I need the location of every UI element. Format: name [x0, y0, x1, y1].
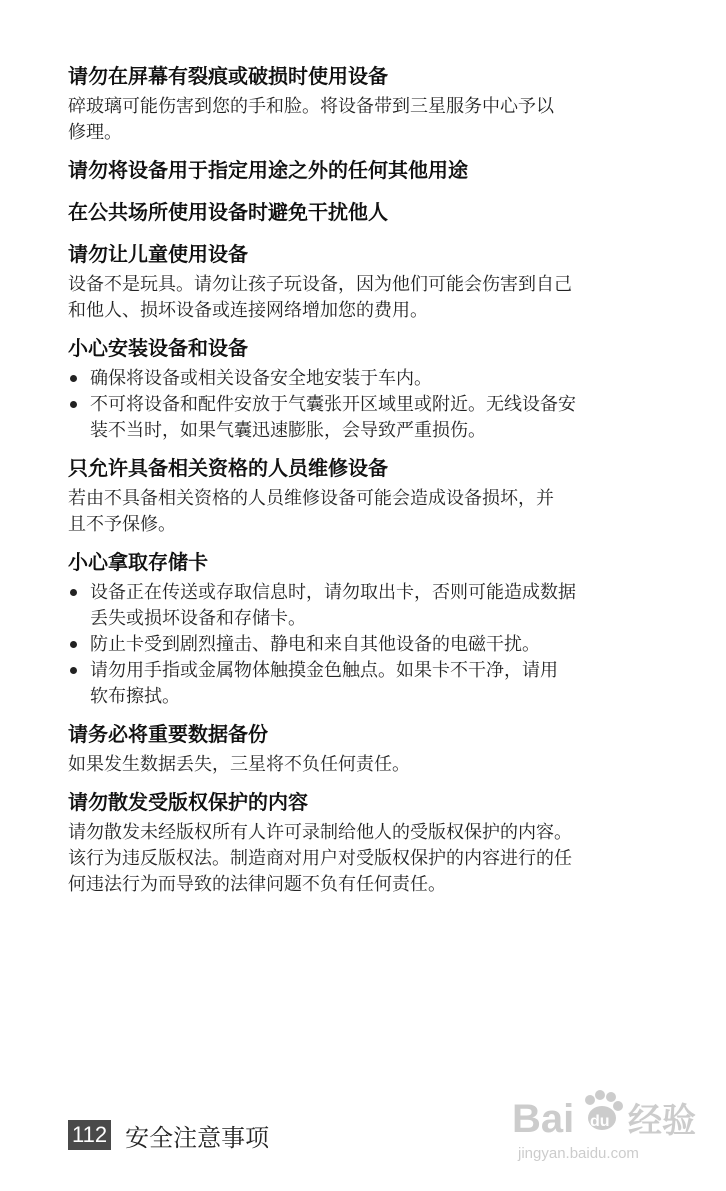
paragraph-line: 若由不具备相关资格的人员维修设备可能会造成设备损坏，并: [68, 488, 554, 509]
section-paragraph: [68, 272, 668, 324]
section-heading: 请勿让儿童使用设备: [68, 242, 248, 266]
section-heading: 请务必将重要数据备份: [68, 722, 268, 746]
watermark-url: jingyan.baidu.com: [518, 1145, 639, 1162]
section: [68, 156, 668, 198]
watermark-brand: Bai: [512, 1097, 575, 1141]
section: [68, 334, 668, 454]
page-footer: [68, 1120, 269, 1150]
paragraph-line: 碎玻璃可能伤害到您的手和脸。将设备带到三星服务中心予以: [68, 96, 554, 117]
section-paragraph: [68, 94, 668, 146]
bullet-line: 软布擦拭。: [90, 686, 180, 707]
bullet-item: [68, 366, 668, 392]
section-heading: 在公共场所使用设备时避免干扰他人: [68, 200, 388, 224]
watermark-paw-text: du: [590, 1113, 610, 1130]
bullet-item: [68, 580, 668, 632]
bullet-list: [68, 366, 668, 444]
section: [68, 62, 668, 156]
bullet-line: 确保将设备或相关设备安全地安装于车内。: [90, 368, 432, 389]
bullet-item: [68, 632, 668, 658]
section: [68, 454, 668, 548]
bullet-list: [68, 580, 668, 710]
paragraph-line: 该行为违反版权法。制造商对用户对受版权保护的内容进行的任: [68, 848, 572, 869]
section-heading: 请勿散发受版权保护的内容: [68, 790, 308, 814]
section-heading: 请勿将设备用于指定用途之外的任何其他用途: [68, 158, 468, 182]
bullet-line: 请勿用手指或金属物体触摸金色触点。如果卡不干净，请用: [90, 660, 558, 681]
bullet-icon: [70, 589, 77, 596]
bullet-line: 装不当时，如果气囊迅速膨胀，会导致严重损伤。: [90, 420, 486, 441]
paragraph-line: 何违法行为而导致的法律问题不负有任何责任。: [68, 874, 446, 895]
paragraph-line: 请勿散发未经版权所有人许可录制给他人的受版权保护的内容。: [68, 822, 572, 843]
footer-title: 安全注意事项: [125, 1123, 270, 1152]
paragraph-line: 如果发生数据丢失，三星将不负任何责任。: [68, 754, 410, 775]
section: [68, 788, 668, 908]
bullet-item: [68, 658, 668, 710]
section: [68, 720, 668, 788]
document-body: [68, 62, 668, 908]
section-paragraph: [68, 752, 668, 778]
watermark-label: 经验: [628, 1101, 696, 1141]
section-paragraph: [68, 486, 668, 538]
paragraph-line: 且不予保修。: [68, 514, 176, 535]
section-heading: 小心安装设备和设备: [68, 336, 248, 360]
paragraph-line: 和他人、损坏设备或连接网络增加您的费用。: [68, 300, 428, 321]
page-number: 112: [68, 1120, 111, 1150]
section-heading: 只允许具备相关资格的人员维修设备: [68, 456, 388, 480]
section: [68, 548, 668, 720]
bullet-line: 不可将设备和配件安放于气囊张开区域里或附近。无线设备安: [90, 394, 576, 415]
paragraph-line: 修理。: [68, 122, 122, 143]
bullet-icon: [70, 641, 77, 648]
section: [68, 198, 668, 240]
bullet-icon: [70, 667, 77, 674]
paragraph-line: 设备不是玩具。请勿让孩子玩设备，因为他们可能会伤害到自己: [68, 274, 572, 295]
bullet-item: [68, 392, 668, 444]
bullet-icon: [70, 401, 77, 408]
bullet-line: 丢失或损坏设备和存储卡。: [90, 608, 306, 629]
section-heading: 小心拿取存储卡: [68, 550, 208, 574]
bullet-line: 防止卡受到剧烈撞击、静电和来自其他设备的电磁干扰。: [90, 634, 540, 655]
section-heading: 请勿在屏幕有裂痕或破损时使用设备: [68, 64, 388, 88]
bullet-line: 设备正在传送或存取信息时，请勿取出卡，否则可能造成数据: [90, 582, 576, 603]
baidu-jingyan-watermark: [512, 1086, 712, 1166]
section-paragraph: [68, 820, 668, 898]
section: [68, 240, 668, 334]
bullet-icon: [70, 375, 77, 382]
